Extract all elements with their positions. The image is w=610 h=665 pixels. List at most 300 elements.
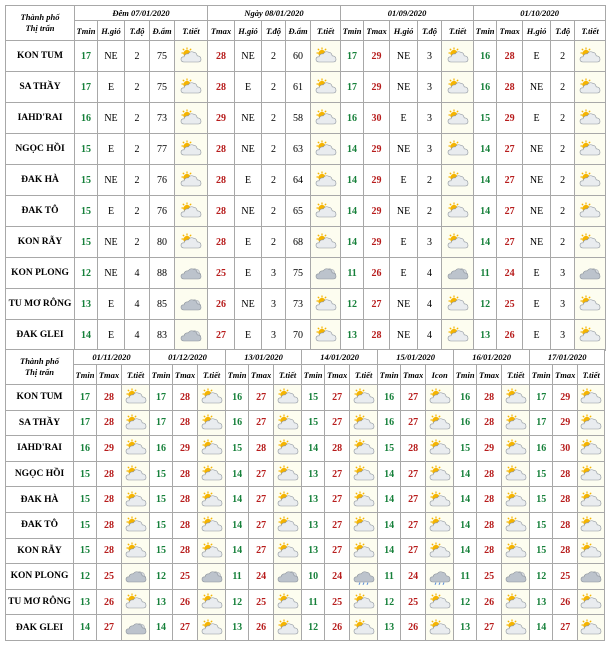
tmin-value: 12 — [226, 589, 249, 615]
tmin-value: 14 — [454, 461, 477, 487]
sun-cloud-icon — [426, 491, 453, 509]
weather-cell — [426, 512, 454, 538]
weather-cell — [122, 615, 150, 641]
column-header-icon: Icon — [426, 365, 454, 385]
weather-cell — [274, 385, 302, 411]
column-header-tmin: Tmin — [74, 365, 97, 385]
h-gio-value: NE — [523, 134, 551, 165]
t-do-value: 2 — [262, 165, 286, 196]
d-am-value: 85 — [150, 289, 175, 320]
cloud-icon — [175, 326, 207, 344]
weather-cell — [442, 320, 474, 351]
tmax-value: 27 — [325, 512, 350, 538]
weather-cell — [311, 103, 341, 134]
sun-cloud-icon — [502, 542, 529, 560]
table-row — [6, 196, 606, 227]
h-gio-value: NE — [98, 103, 125, 134]
sun-cloud-icon — [426, 619, 453, 637]
tmax-value: 28 — [97, 385, 122, 411]
rain-cloud-icon — [350, 567, 377, 585]
tmax-value: 25 — [401, 589, 426, 615]
weather-cell — [426, 385, 454, 411]
t-do-value: 3 — [551, 320, 575, 351]
column-header-tmin: Tmin — [341, 21, 364, 41]
tmax-value: 27 — [325, 487, 350, 513]
tmax-value: 26 — [97, 589, 122, 615]
table-row — [6, 461, 605, 487]
tmax-value: 29 — [364, 165, 390, 196]
weather-cell — [122, 487, 150, 513]
column-header-d-am: Đ.ẩm — [286, 21, 311, 41]
tmin-value: 12 — [474, 289, 497, 320]
column-header-t-do: T.độ — [125, 21, 150, 41]
weather-cell — [442, 196, 474, 227]
t-do-value: 2 — [262, 227, 286, 258]
column-header-t-tiet: T.tiết — [311, 21, 341, 41]
weather-cell — [350, 487, 378, 513]
weather-cell — [442, 103, 474, 134]
tmax-value: 29 — [173, 436, 198, 462]
h-gio-value: E — [523, 289, 551, 320]
sun-cloud-icon — [198, 619, 225, 637]
column-header-h-gio: H.gió — [235, 21, 262, 41]
sun-cloud-icon — [426, 593, 453, 611]
forecast-table-7-days — [5, 349, 605, 641]
table-row — [6, 165, 606, 196]
weather-cell — [311, 134, 341, 165]
h-gio-value: E — [98, 289, 125, 320]
sun-cloud-icon — [350, 593, 377, 611]
weather-cell — [575, 196, 606, 227]
weather-cell — [578, 436, 605, 462]
h-gio-value: NE — [523, 165, 551, 196]
sun-cloud-icon — [578, 388, 604, 406]
sun-cloud-icon — [122, 542, 149, 560]
tmax-value: 28 — [325, 436, 350, 462]
table1-body — [6, 41, 606, 351]
city-name-kon-tum: KON TUM — [6, 41, 75, 72]
t-do-value: 4 — [418, 320, 442, 351]
tmax-value: 28 — [477, 487, 502, 513]
sun-cloud-icon — [122, 439, 149, 457]
tmax-value: 27 — [497, 227, 523, 258]
tmax-value: 29 — [364, 134, 390, 165]
tmin-value: 14 — [341, 196, 364, 227]
t-do-value: 2 — [551, 227, 575, 258]
tmin-value: 17 — [75, 41, 98, 72]
weather-cell — [198, 385, 226, 411]
sun-cloud-icon — [442, 171, 473, 189]
city-name-ngoc-hoi: NGỌC HỒI — [6, 134, 75, 165]
table-row — [6, 72, 606, 103]
sun-cloud-icon — [198, 542, 225, 560]
sun-cloud-icon — [442, 233, 473, 251]
sun-cloud-icon — [122, 414, 149, 432]
sun-cloud-icon — [426, 439, 453, 457]
weather-cell — [122, 512, 150, 538]
sun-cloud-icon — [350, 516, 377, 534]
tmax-value: 27 — [325, 410, 350, 436]
tmax-value: 25 — [249, 589, 274, 615]
column-header-tmax: Tmax — [553, 365, 578, 385]
t-do-value: 4 — [125, 289, 150, 320]
tmin-value: 13 — [378, 615, 401, 641]
sun-cloud-icon — [578, 619, 604, 637]
tmax-value: 27 — [553, 615, 578, 641]
sun-cloud-icon — [578, 414, 604, 432]
sun-cloud-icon — [502, 414, 529, 432]
weather-cell — [198, 436, 226, 462]
h-gio-value: NE — [523, 227, 551, 258]
column-header-t-tiet: T.tiết — [274, 365, 302, 385]
weather-cell — [426, 436, 454, 462]
tmax-value: 28 — [553, 512, 578, 538]
tmin-value: 17 — [341, 72, 364, 103]
tmax-value: 28 — [477, 538, 502, 564]
city-name-iahd-rai: IAHD'RAI — [6, 436, 74, 462]
tmax-value: 27 — [249, 385, 274, 411]
column-header-d-am: Đ.ẩm — [150, 21, 175, 41]
sun-cloud-icon — [175, 202, 207, 220]
tmax-value: 29 — [208, 103, 235, 134]
city-name-tu-mo-rong: TU MƠ RÔNG — [6, 289, 75, 320]
tmax-value: 28 — [553, 461, 578, 487]
weather-cell — [502, 461, 530, 487]
tmax-value: 25 — [325, 589, 350, 615]
tmin-value: 14 — [341, 165, 364, 196]
weather-cell — [578, 615, 605, 641]
city-name-kon-ray: KON RẪY — [6, 538, 74, 564]
t-do-value: 4 — [125, 320, 150, 351]
sun-cloud-icon — [311, 78, 340, 96]
weather-cell — [575, 41, 606, 72]
tmin-value: 17 — [530, 385, 553, 411]
tmin-value: 17 — [74, 385, 97, 411]
sun-cloud-icon — [198, 439, 225, 457]
weather-cell — [426, 538, 454, 564]
sun-cloud-icon — [122, 593, 149, 611]
table-row — [6, 320, 606, 351]
tmin-value: 14 — [530, 615, 553, 641]
tmin-value: 15 — [454, 436, 477, 462]
sun-cloud-icon — [502, 491, 529, 509]
weather-cell — [311, 165, 341, 196]
h-gio-value: NE — [523, 196, 551, 227]
tmin-value: 14 — [74, 615, 97, 641]
sun-cloud-icon — [575, 295, 605, 313]
weather-cell — [442, 41, 474, 72]
sun-cloud-icon — [198, 388, 225, 406]
h-gio-value: NE — [390, 41, 418, 72]
table-row — [6, 385, 605, 411]
tmax-value: 28 — [173, 538, 198, 564]
tmin-value: 14 — [454, 487, 477, 513]
tmin-value: 15 — [150, 538, 173, 564]
tmin-value: 16 — [150, 436, 173, 462]
sun-cloud-icon — [274, 465, 301, 483]
h-gio-value: E — [235, 72, 262, 103]
weather-cell — [575, 134, 606, 165]
weather-cell — [198, 487, 226, 513]
tmin-value: 14 — [378, 512, 401, 538]
sun-cloud-icon — [502, 593, 529, 611]
tmin-value: 12 — [341, 289, 364, 320]
t-do-value: 2 — [418, 196, 442, 227]
city-name-kon-tum: KON TUM — [6, 385, 74, 411]
column-header-tmin: Tmin — [150, 365, 173, 385]
column-header-t-tiet: T.tiết — [350, 365, 378, 385]
weather-cell — [426, 564, 454, 590]
column-header-tmin: Tmin — [454, 365, 477, 385]
tmin-value: 16 — [454, 410, 477, 436]
tmax-value: 27 — [401, 461, 426, 487]
table-row — [6, 41, 606, 72]
column-header-h-gio: H.gió — [98, 21, 125, 41]
tmax-value: 26 — [364, 258, 390, 289]
h-gio-value: NE — [98, 165, 125, 196]
t-do-value: 3 — [262, 258, 286, 289]
weather-cell — [502, 564, 530, 590]
h-gio-value: E — [523, 258, 551, 289]
weather-cell — [442, 258, 474, 289]
table-row — [6, 134, 606, 165]
weather-cell — [350, 385, 378, 411]
sun-cloud-icon — [442, 326, 473, 344]
tmax-value: 29 — [497, 103, 523, 134]
h-gio-value: NE — [235, 196, 262, 227]
tmin-value: 10 — [302, 564, 325, 590]
tmax-value: 27 — [401, 410, 426, 436]
tmax-value: 27 — [249, 487, 274, 513]
d-am-value: 75 — [150, 41, 175, 72]
weather-cell — [198, 461, 226, 487]
weather-cell — [274, 487, 302, 513]
weather-cell — [442, 72, 474, 103]
sun-cloud-icon — [175, 78, 207, 96]
sun-cloud-icon — [175, 233, 207, 251]
t-do-value: 3 — [418, 227, 442, 258]
tmax-value: 28 — [97, 461, 122, 487]
tmax-value: 27 — [401, 512, 426, 538]
weather-cell — [274, 512, 302, 538]
h-gio-value: E — [235, 165, 262, 196]
sun-cloud-icon — [175, 109, 207, 127]
tmin-value: 16 — [226, 410, 249, 436]
tmin-value: 14 — [341, 227, 364, 258]
h-gio-value: NE — [390, 134, 418, 165]
sun-cloud-icon — [502, 388, 529, 406]
tmin-value: 13 — [302, 461, 325, 487]
sun-cloud-icon — [311, 140, 340, 158]
city-name-kon-ray: KON RẪY — [6, 227, 75, 258]
t-do-value: 3 — [418, 134, 442, 165]
weather-cell — [274, 589, 302, 615]
tmax-value: 28 — [173, 512, 198, 538]
cloud-icon — [198, 567, 225, 585]
column-header-tmax: Tmax — [401, 365, 426, 385]
sun-cloud-icon — [502, 465, 529, 483]
sun-cloud-icon — [442, 47, 473, 65]
tmin-value: 13 — [474, 320, 497, 351]
tmin-value: 14 — [302, 436, 325, 462]
column-header-t-tiet: T.tiết — [122, 365, 150, 385]
weather-cell — [578, 487, 605, 513]
tmax-value: 26 — [553, 589, 578, 615]
table-row — [6, 589, 605, 615]
tmax-value: 28 — [173, 410, 198, 436]
table1-header — [6, 6, 606, 41]
h-gio-value: NE — [235, 134, 262, 165]
tmax-value: 27 — [249, 410, 274, 436]
tmin-value: 15 — [302, 410, 325, 436]
weather-cell — [350, 512, 378, 538]
weather-cell — [426, 410, 454, 436]
tmax-value: 28 — [208, 196, 235, 227]
city-name-ngoc-hoi: NGỌC HỒI — [6, 461, 74, 487]
tmin-value: 11 — [341, 258, 364, 289]
tmin-value: 13 — [302, 487, 325, 513]
column-header-t-tiet: T.tiết — [578, 365, 605, 385]
tmin-value: 15 — [74, 538, 97, 564]
tmin-value: 15 — [530, 512, 553, 538]
weather-cell — [122, 410, 150, 436]
sun-cloud-icon — [350, 465, 377, 483]
tmax-value: 28 — [497, 41, 523, 72]
d-am-value: 83 — [150, 320, 175, 351]
tmax-value: 27 — [477, 615, 502, 641]
tmin-value: 14 — [226, 512, 249, 538]
sun-cloud-icon — [122, 516, 149, 534]
d-am-value: 80 — [150, 227, 175, 258]
column-header-tmin: Tmin — [530, 365, 553, 385]
tmax-value: 24 — [249, 564, 274, 590]
sun-cloud-icon — [198, 491, 225, 509]
t-do-value: 3 — [262, 289, 286, 320]
column-header-tmax: Tmax — [497, 21, 523, 41]
weather-cell — [442, 227, 474, 258]
tmin-value: 15 — [530, 461, 553, 487]
city-name-dak-to: ĐAK TÔ — [6, 196, 75, 227]
tmin-value: 16 — [474, 72, 497, 103]
tmax-value: 27 — [173, 615, 198, 641]
cloud-icon — [274, 567, 301, 585]
weather-cell — [426, 487, 454, 513]
column-header-tmax: Tmax — [97, 365, 122, 385]
sun-cloud-icon — [502, 516, 529, 534]
date-group-header: 15/01/2020 — [378, 350, 454, 365]
city-name-kon-plong: KON PLONG — [6, 564, 74, 590]
table-row — [6, 615, 605, 641]
t-do-value: 4 — [125, 258, 150, 289]
d-am-value: 73 — [286, 289, 311, 320]
weather-cell — [575, 165, 606, 196]
tmin-value: 13 — [150, 589, 173, 615]
table-row — [6, 436, 605, 462]
weather-cell — [578, 461, 605, 487]
tmin-value: 12 — [302, 615, 325, 641]
weather-cell — [575, 320, 606, 351]
tmin-value: 14 — [474, 196, 497, 227]
sun-cloud-icon — [575, 171, 605, 189]
tmin-value: 13 — [75, 289, 98, 320]
column-header-tmax: Tmax — [208, 21, 235, 41]
sun-cloud-icon — [578, 439, 604, 457]
tmin-value: 14 — [454, 512, 477, 538]
tmin-value: 11 — [378, 564, 401, 590]
weather-cell — [502, 487, 530, 513]
h-gio-value: NE — [390, 289, 418, 320]
tmin-value: 11 — [454, 564, 477, 590]
column-header-t-tiet: T.tiết — [502, 365, 530, 385]
tmax-value: 29 — [477, 436, 502, 462]
column-header-tmax: Tmax — [477, 365, 502, 385]
column-header-tmax: Tmax — [325, 365, 350, 385]
tmin-value: 14 — [150, 615, 173, 641]
tmin-value: 15 — [75, 134, 98, 165]
column-header-tmin: Tmin — [378, 365, 401, 385]
h-gio-value: E — [390, 227, 418, 258]
sun-cloud-icon — [426, 388, 453, 406]
tmin-value: 12 — [454, 589, 477, 615]
sun-cloud-icon — [426, 516, 453, 534]
weather-cell — [442, 289, 474, 320]
sun-cloud-icon — [311, 109, 340, 127]
weather-cell — [350, 538, 378, 564]
tmin-value: 11 — [302, 589, 325, 615]
weather-cell — [274, 410, 302, 436]
tmin-value: 13 — [341, 320, 364, 351]
tmax-value: 27 — [249, 538, 274, 564]
tmin-value: 16 — [474, 41, 497, 72]
sun-cloud-icon — [311, 326, 340, 344]
city-name-kon-plong: KON PLONG — [6, 258, 75, 289]
date-group-header: 01/09/2020 — [341, 6, 474, 21]
h-gio-value: NE — [390, 72, 418, 103]
sun-cloud-icon — [502, 439, 529, 457]
tmin-value: 16 — [530, 436, 553, 462]
sun-cloud-icon — [578, 542, 604, 560]
weather-cell — [578, 564, 605, 590]
weather-cell — [175, 72, 208, 103]
weather-cell — [442, 165, 474, 196]
tmax-value: 25 — [553, 564, 578, 590]
weather-cell — [311, 196, 341, 227]
date-group-header: Đêm 07/01/2020 — [75, 6, 208, 21]
sun-cloud-icon — [311, 295, 340, 313]
tmax-value: 24 — [497, 258, 523, 289]
table2-body — [6, 385, 605, 641]
sun-cloud-icon — [442, 140, 473, 158]
tmax-value: 28 — [364, 320, 390, 351]
tmax-value: 25 — [97, 564, 122, 590]
tmin-value: 14 — [474, 227, 497, 258]
weather-cell — [578, 538, 605, 564]
weather-cell — [575, 103, 606, 134]
tmax-value: 28 — [173, 385, 198, 411]
tmin-value: 14 — [454, 538, 477, 564]
weather-cell — [578, 589, 605, 615]
sun-cloud-icon — [575, 233, 605, 251]
tmax-value: 26 — [497, 320, 523, 351]
tmin-value: 15 — [75, 227, 98, 258]
tmin-value: 12 — [150, 564, 173, 590]
weather-cell — [311, 72, 341, 103]
weather-cell — [578, 512, 605, 538]
t-do-value: 3 — [551, 258, 575, 289]
tmax-value: 28 — [208, 72, 235, 103]
sun-cloud-icon — [350, 439, 377, 457]
weather-cell — [311, 227, 341, 258]
